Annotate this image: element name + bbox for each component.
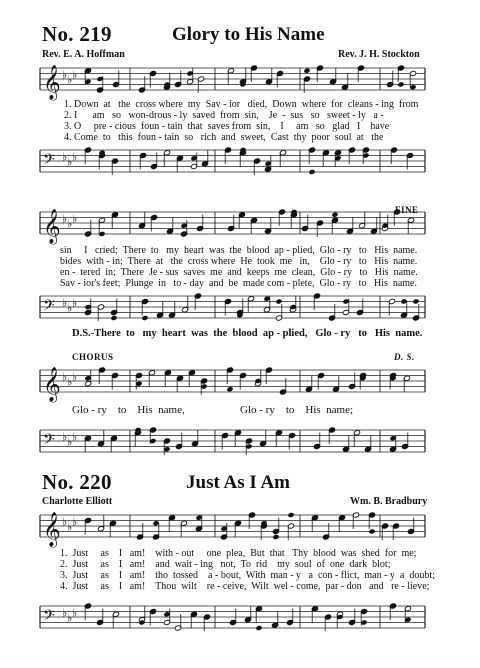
svg-text:♭: ♭ xyxy=(72,296,78,310)
svg-text:𝄞: 𝄞 xyxy=(43,209,61,244)
svg-text:♭: ♭ xyxy=(62,150,68,164)
hymn-220-title: Just As I Am xyxy=(186,472,290,493)
svg-text:♭: ♭ xyxy=(72,150,78,164)
hymn-219-title: Glory to His Name xyxy=(172,24,325,45)
svg-text:𝄞: 𝄞 xyxy=(43,65,61,100)
svg-text:♭: ♭ xyxy=(62,68,68,82)
system-1-treble-staff xyxy=(0,58,480,104)
svg-text:♭: ♭ xyxy=(62,212,68,226)
hymn-220-verse-4: 4. Just as I am! Thou wilt re - ceive, Wilt wel - come, par - don and re - lieve; xyxy=(60,581,430,592)
hymn-220-words-credit: Charlotte Elliott xyxy=(42,496,113,507)
svg-text:𝄢: 𝄢 xyxy=(43,151,55,172)
ds-lyric-line: D.S.-There to my heart was the blood ap - plied, Glo - ry to His name. xyxy=(72,328,423,339)
system-3-bass-staff xyxy=(0,420,480,464)
svg-text:♭: ♭ xyxy=(72,430,78,444)
chorus-lyric-b: Glo - ry to His name; xyxy=(240,404,354,416)
svg-text:♭: ♭ xyxy=(67,217,73,231)
system-1-bass-staff xyxy=(0,140,480,184)
svg-text:𝄢: 𝄢 xyxy=(43,297,55,318)
chorus-lyric-a: Glo - ry to His name, xyxy=(72,404,185,416)
system-1-lyrics xyxy=(64,99,418,143)
verse-1-line-1: 1. Down at the cross where my Sav - ior died, Down where for cleans - ing from xyxy=(64,99,419,110)
svg-text:♭: ♭ xyxy=(72,68,78,82)
svg-text:♭: ♭ xyxy=(72,515,78,529)
svg-text:♭: ♭ xyxy=(67,73,73,87)
system-2-bass-staff xyxy=(0,286,480,330)
verse-2-line-2: bides with - in; There at the cross where He took me in, Glo - ry to His name. xyxy=(60,256,418,267)
svg-text:♭: ♭ xyxy=(62,515,68,529)
verse-2-line-1: 2. I am so won-drous - ly saved from sin, Je - sus so sweet - ly a - xyxy=(64,110,384,121)
hymn-220-verse-3: 3. Just as I am! tho tossed a - bout, With man - y a con - flict, man - y a doubt; xyxy=(60,570,435,581)
hymn-220-verse-2: 2. Just as I am! and wait - ing not, To rid my soul of one dark blot; xyxy=(60,559,391,570)
hymn-219-number: No. 219 xyxy=(42,22,112,46)
verse-3-line-2: en - tered in; There Je - sus saves me and keeps me clean, Glo - ry to His name. xyxy=(60,267,418,278)
verse-4-line-2: Sav - ior's feet; Plunge in to - day and be made com - plete, Glo - ry to His name. xyxy=(60,278,417,289)
ds-marker: D. S. xyxy=(394,352,415,362)
system-4-treble-staff xyxy=(0,505,480,551)
svg-text:♭: ♭ xyxy=(67,435,73,449)
svg-text:♭: ♭ xyxy=(62,606,68,620)
system-3-treble-staff xyxy=(0,360,480,406)
verse-4-line-1: 4. Come to this foun - tain so rich and sweet, Cast thy poor soul at the xyxy=(64,132,384,143)
hymn-220-number: No. 220 xyxy=(42,470,112,494)
system-2-lyrics xyxy=(60,245,418,289)
svg-text:𝄢: 𝄢 xyxy=(43,431,55,452)
svg-text:♭: ♭ xyxy=(72,370,78,384)
hymn-220-music-credit: Wm. B. Bradbury xyxy=(350,496,428,507)
svg-text:♭: ♭ xyxy=(67,155,73,169)
svg-text:♭: ♭ xyxy=(62,370,68,384)
svg-text:𝄢: 𝄢 xyxy=(43,607,55,628)
hymn-220-verse-1: 1. Just as I am! with - out one plea, But that Thy blood was shed for me; xyxy=(60,548,417,559)
svg-text:♭: ♭ xyxy=(67,301,73,315)
verse-3-line-1: 3. O pre - cious foun - tain that saves from sin, I am so glad I have xyxy=(64,121,390,132)
chorus-label: CHORUS xyxy=(72,352,114,362)
svg-text:♭: ♭ xyxy=(67,520,73,534)
hymn-219-words-credit: Rev. E. A. Hoffman xyxy=(42,49,125,60)
svg-text:♭: ♭ xyxy=(72,606,78,620)
svg-text:♭: ♭ xyxy=(62,296,68,310)
svg-text:♭: ♭ xyxy=(72,212,78,226)
verse-1-line-2: sin I cried; There to my heart was the blood ap - plied, Glo - ry to His name. xyxy=(60,245,418,256)
svg-text:♭: ♭ xyxy=(67,375,73,389)
svg-text:♭: ♭ xyxy=(67,611,73,625)
system-4-bass-staff xyxy=(0,596,480,640)
fine-marker: FINE xyxy=(395,205,419,215)
svg-text:𝄞: 𝄞 xyxy=(43,512,61,547)
svg-text:♭: ♭ xyxy=(62,430,68,444)
hymn-219-music-credit: Rev. J. H. Stockton xyxy=(338,49,420,60)
svg-text:𝄞: 𝄞 xyxy=(43,367,61,402)
hymn-220-lyrics xyxy=(60,548,435,592)
